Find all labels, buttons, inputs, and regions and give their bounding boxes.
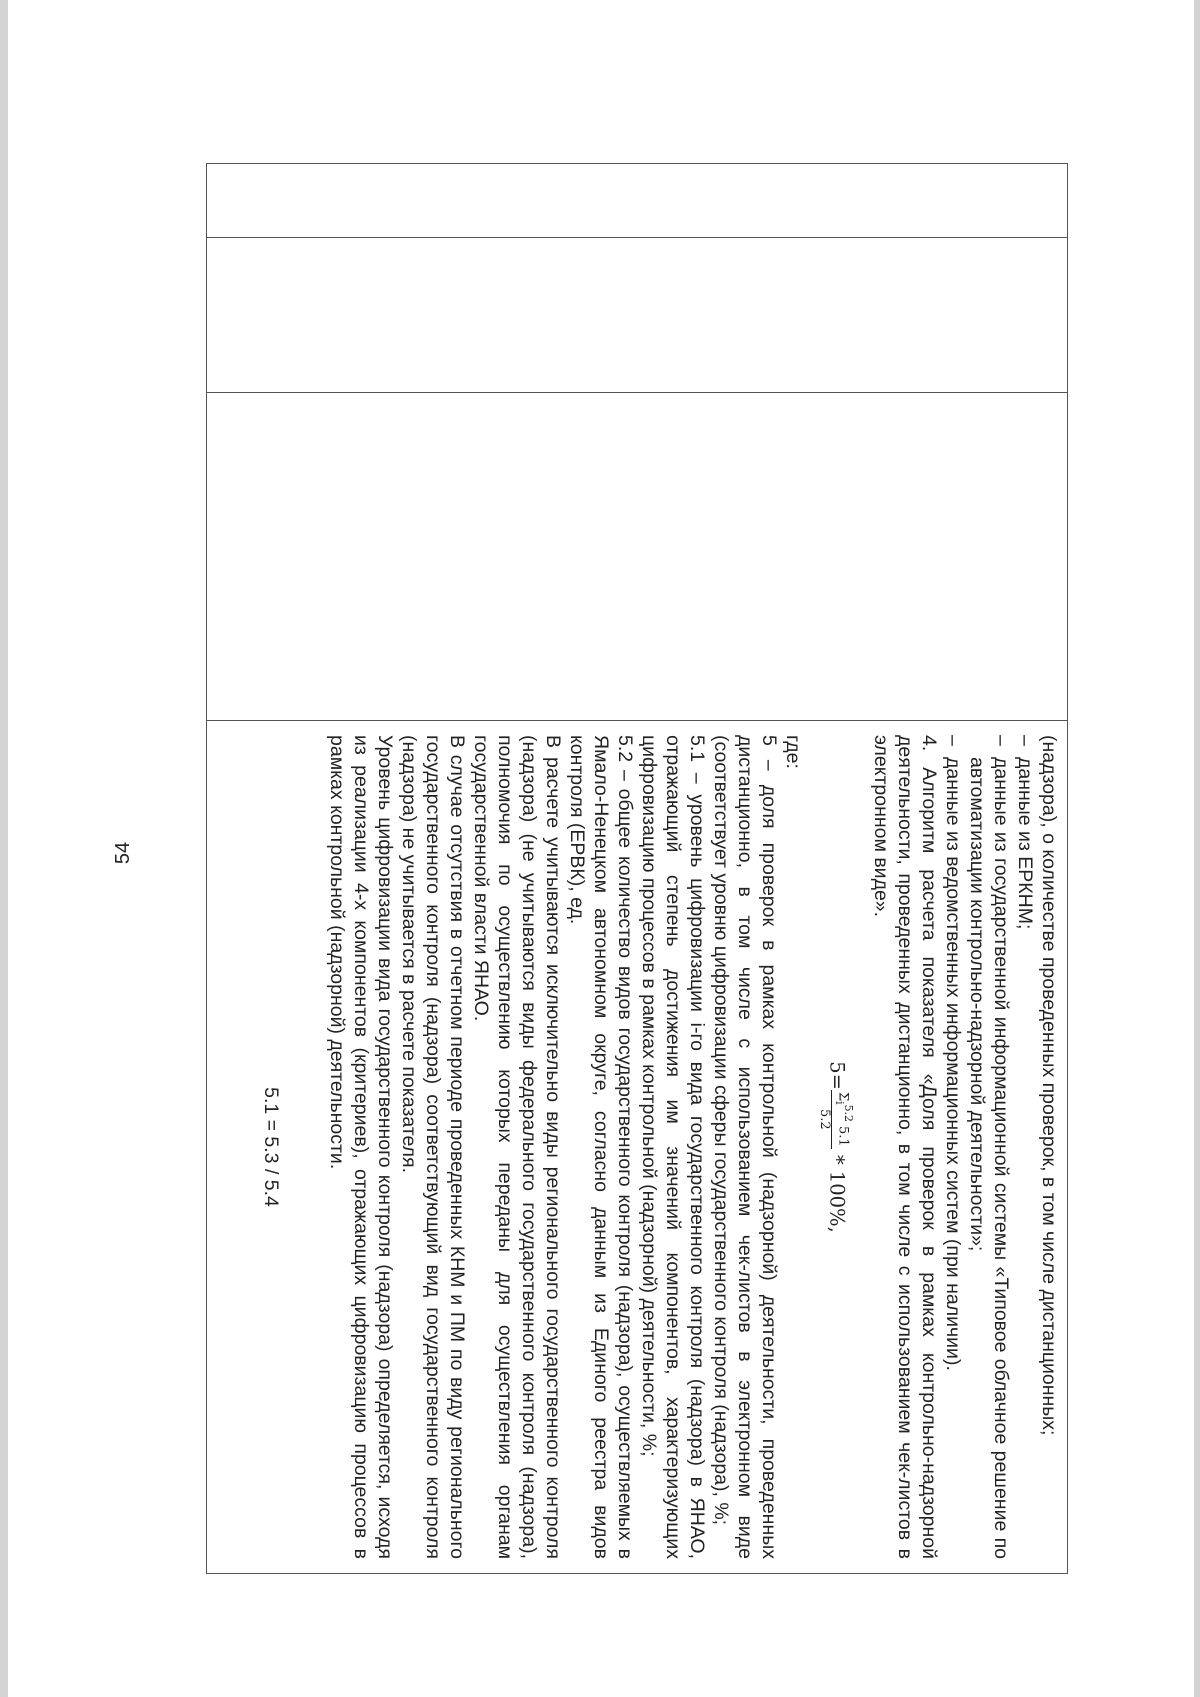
formula-denominator: 5.2 bbox=[817, 1108, 833, 1130]
list-dash: – bbox=[990, 735, 1012, 746]
formula-rhs: * 100%, bbox=[825, 1148, 849, 1233]
rotated-table-frame bbox=[206, 163, 1068, 1573]
sum-index: i bbox=[833, 1101, 847, 1105]
table-cell-content bbox=[207, 721, 1068, 1574]
formula-numerator bbox=[831, 1090, 855, 1149]
list-item-text: данные из ЕРКНМ; bbox=[1014, 757, 1036, 930]
indicator-table bbox=[206, 163, 1068, 1574]
page-number: 54 bbox=[112, 841, 134, 865]
formula-fraction bbox=[817, 1090, 855, 1149]
document-page bbox=[8, 0, 1194, 1697]
formula-secondary: 5.1 = 5.3 / 5.4 bbox=[260, 1087, 283, 1207]
paragraph: 5 – доля проверок в рамках контрольной (надзорной) деятельности, проведенных дистанционно, в том числе с использованием чек-листов в электронном виде (соответствует уровню цифровизации сферы государственного контроля (надзора), %; bbox=[710, 735, 781, 1559]
paragraph: В расчете учитываются исключительно виды регионального государственного контроля (надзора) (не учитываются виды федерального государственного контроля (надзора), полномочия по осуществлению которых переданы для осуществления органам государственной власти ЯНАО. bbox=[470, 735, 565, 1559]
list-item-text: данные из государственной информационной системы «Типовое облачное решение по автоматизации контрольно-надзорной деятельности»; bbox=[966, 757, 1012, 1559]
sum-symbol: Σ bbox=[835, 1091, 851, 1102]
intro-line: (надзора), о количестве проведенных проверок, в том числе дистанционных; bbox=[1038, 735, 1060, 1436]
list-item bbox=[965, 735, 1013, 1559]
numerator-term: 5.1 bbox=[835, 1126, 851, 1147]
list-dash: – bbox=[1014, 735, 1036, 746]
list-item-text: данные из ведомственных информационных систем (при наличии). bbox=[942, 757, 964, 1371]
sum-upper: 5.2 bbox=[842, 1104, 855, 1122]
table-row bbox=[207, 164, 1068, 1574]
paragraph: 5.2 – общее количество видов государственного контроля (надзора), осуществляемых в Ямало-Ненецком автономном округе, согласно данным из Единого реестра видов контроля (ЕРВК), ед. bbox=[566, 735, 637, 1559]
table-cell-2 bbox=[207, 238, 1068, 393]
formula bbox=[817, 735, 855, 1559]
paragraph: Уровень цифровизации вида государственного контроля (надзора) определяется, исходя из реализации 4-х компонентов (критериев), отражающих цифровизацию процессов в рамках контрольной (надзорной) деятельности. bbox=[326, 735, 397, 1559]
formula-lhs: 5= bbox=[825, 1061, 849, 1090]
list-item bbox=[1013, 735, 1037, 1559]
cell-text bbox=[253, 721, 1067, 1573]
table-cell-1 bbox=[207, 164, 1068, 238]
algorithm-heading: 4. Алгоритм расчета показателя «Доля проверок в рамках контрольно-надзорной деятельности, проведенных дистанционно, в том числе с использованием чек-листов в электронном виде». bbox=[870, 735, 940, 1559]
list-dash: – bbox=[942, 735, 964, 746]
where-label: где: bbox=[782, 735, 805, 769]
paragraph: В случае отсутствия в отчетном периоде проведенных КНМ и ПМ по виду регионального государственного контроля (надзора) соответствующий вид государственного контроля (надзора) не учитывается в расчете показателя. bbox=[398, 735, 469, 1559]
list-item bbox=[941, 735, 965, 1559]
paragraph: 5.1 – уровень цифровизации i-го вида государственного контроля (надзора) в ЯНАО, отражающий степень достижения им значений компонентов, характеризующих цифровизацию процессов в рамках контрольной (надзорной) деятельности, %; bbox=[638, 735, 709, 1559]
table-cell-3 bbox=[207, 393, 1068, 721]
